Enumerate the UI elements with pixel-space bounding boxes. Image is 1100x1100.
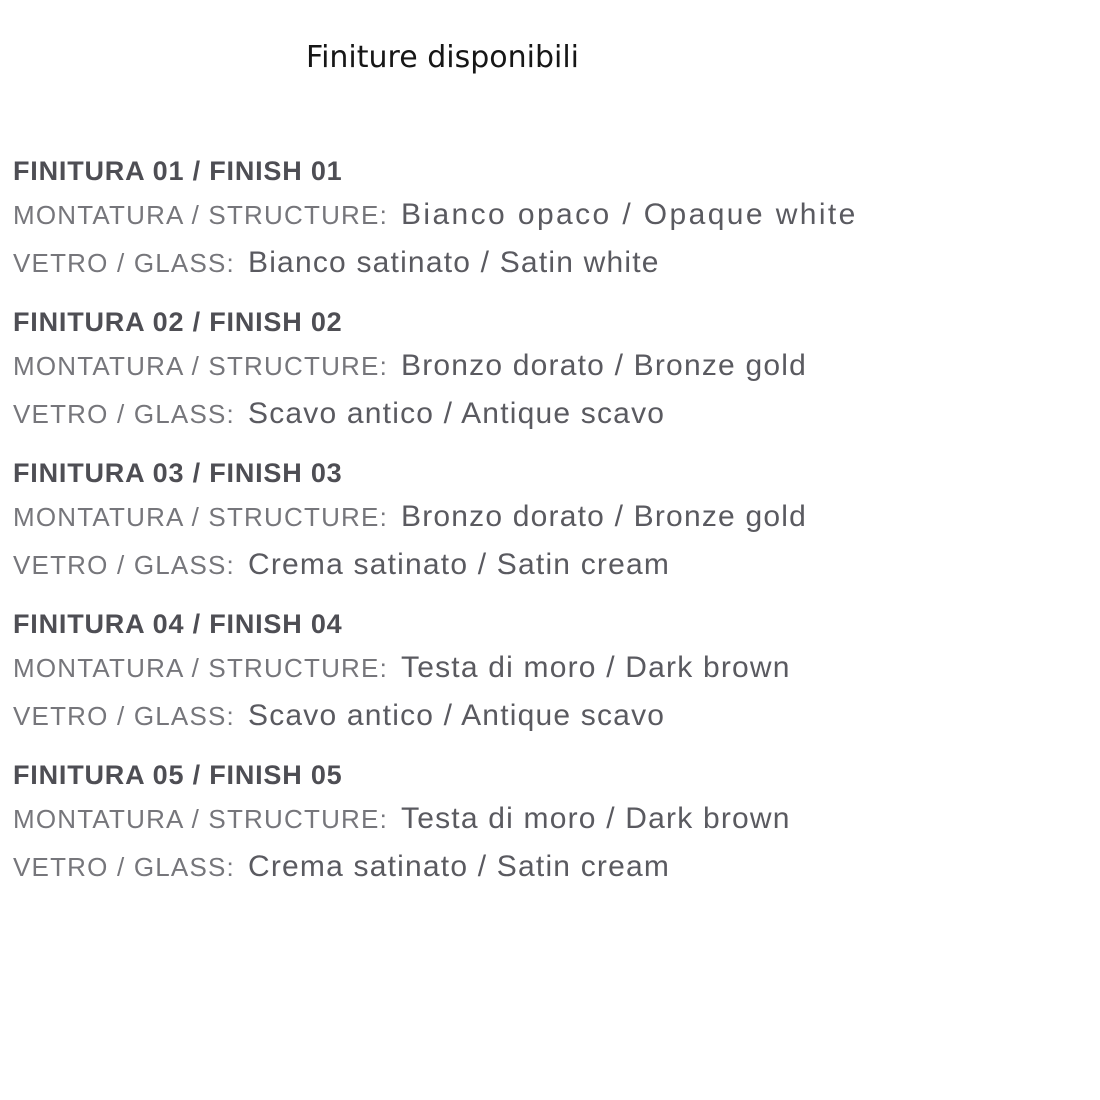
glass-value: Bianco satinato / Satin white: [247, 246, 660, 279]
structure-row: [13, 344, 1100, 392]
structure-value: Bronzo dorato / Bronze gold: [401, 349, 807, 382]
structure-label: MONTATURA / STRUCTURE:: [13, 502, 388, 532]
finish-heading: FINITURA 04 / FINISH 04: [13, 609, 343, 639]
glass-label: VETRO / GLASS:: [13, 399, 235, 429]
glass-value: Crema satinato / Satin cream: [247, 850, 671, 883]
glass-row: [13, 392, 1100, 440]
page-title: Finiture disponibili: [306, 40, 580, 75]
structure-row: [13, 646, 1100, 694]
glass-value: Scavo antico / Antique scavo: [247, 699, 666, 732]
glass-row: [13, 694, 1100, 742]
finish-heading: FINITURA 05 / FINISH 05: [13, 760, 343, 790]
structure-row: [13, 495, 1100, 543]
structure-label: MONTATURA / STRUCTURE:: [13, 804, 388, 834]
structure-row: [13, 797, 1100, 845]
finish-block-01: [13, 150, 1100, 289]
structure-value: Bianco opaco / Opaque white: [401, 198, 858, 231]
structure-label: MONTATURA / STRUCTURE:: [13, 351, 388, 381]
glass-row: [13, 845, 1100, 893]
glass-value: Crema satinato / Satin cream: [247, 548, 671, 581]
finish-block-04: [13, 603, 1100, 742]
glass-label: VETRO / GLASS:: [13, 550, 235, 580]
structure-value: Testa di moro / Dark brown: [401, 651, 791, 684]
structure-label: MONTATURA / STRUCTURE:: [13, 200, 388, 230]
finish-heading: FINITURA 01 / FINISH 01: [13, 156, 343, 186]
glass-label: VETRO / GLASS:: [13, 852, 235, 882]
glass-label: VETRO / GLASS:: [13, 248, 235, 278]
glass-label: VETRO / GLASS:: [13, 701, 235, 731]
finish-heading: FINITURA 03 / FINISH 03: [13, 458, 343, 488]
glass-row: [13, 543, 1100, 591]
structure-row: [13, 193, 931, 241]
finish-block-03: [13, 452, 1100, 591]
glass-row: [13, 241, 1100, 289]
finishes-list: [13, 150, 1100, 905]
glass-value: Scavo antico / Antique scavo: [247, 397, 666, 430]
finish-block-05: [13, 754, 1100, 893]
structure-label: MONTATURA / STRUCTURE:: [13, 653, 388, 683]
finish-block-02: [13, 301, 1100, 440]
structure-value: Testa di moro / Dark brown: [401, 802, 791, 835]
structure-value: Bronzo dorato / Bronze gold: [401, 500, 807, 533]
finish-heading: FINITURA 02 / FINISH 02: [13, 307, 343, 337]
